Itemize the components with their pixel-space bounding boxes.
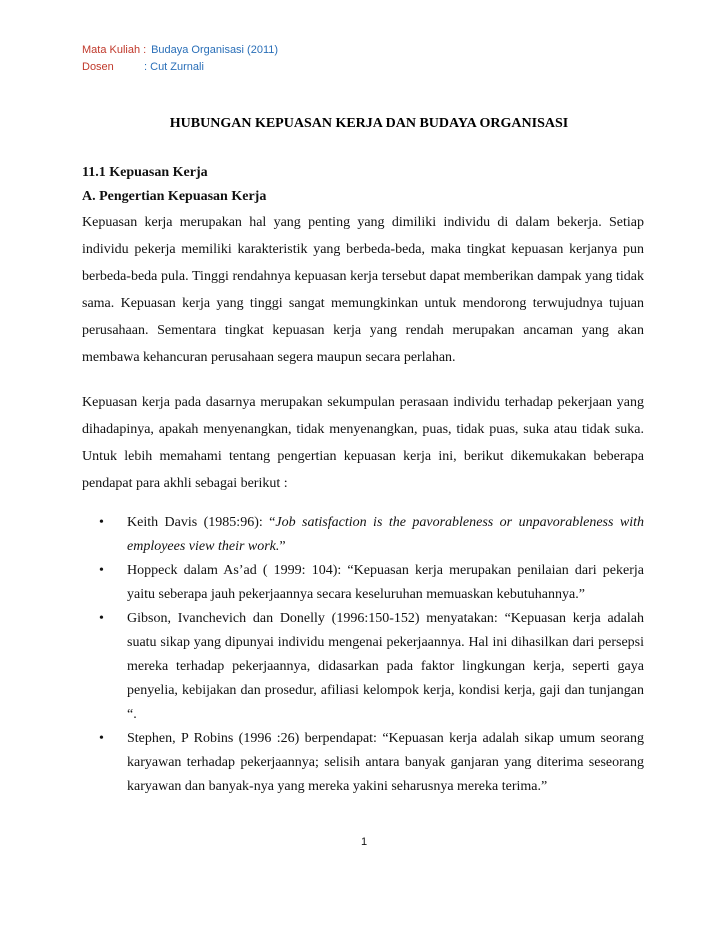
document-title: HUBUNGAN KEPUASAN KERJA DAN BUDAYA ORGANISASI <box>169 116 569 131</box>
bullet-icon: • <box>99 563 104 578</box>
quote-author: Keith Davis (1985:96): “ <box>127 515 276 530</box>
subsection-heading: A. Pengertian Kepuasan Kerja <box>82 189 267 204</box>
quote-author: Gibson, Ivanchevich dan Donelly (1996:150-152) menyatakan: <box>127 611 505 626</box>
paragraph-1: Kepuasan kerja merupakan hal yang penting yang dimiliki individu di dalam bekerja. Setiap individu pekerja memiliki karakteristik yang berbeda-beda, maka tingkat kepuasan kerjanya pun berbeda-beda pula. Tinggi rendahnya kepuasan kerja tersebut dapat memberikan dampak yang tidak sama. Kepuasan kerja yang tinggi sangat memungkinkan untuk mendorong terwujudnya tujuan perusahaan. Sementara tingkat kepuasan kerja yang rendah merupakan ancaman yang akan membawa kehancuran perusahaan segera maupun secara perlahan. <box>82 215 644 365</box>
quote-list <box>82 511 644 799</box>
quote-closing: ” <box>279 539 286 554</box>
lecturer-separator: : <box>144 61 148 73</box>
quote-text: “Kepuasan kerja merupakan penilaian dari pekerja yaitu seberapa jauh pekerjaannya secara keseluruhan memuaskan kebutuhannya.” <box>127 563 645 602</box>
section-heading: 11.1 Kepuasan Kerja <box>82 165 208 180</box>
course-row <box>82 42 278 59</box>
quote-text: Job satisfaction is the pavorableness or unpavorableness with employees view their work. <box>127 515 644 554</box>
paragraph-2: Kepuasan kerja pada dasarnya merupakan sekumpulan perasaan individu terhadap pekerjaan yang dihadapinya, apakah menyenangkan, tidak menyenangkan, puas, tidak puas, suka atau tidak suka. Untuk lebih memahami tentang pengertian kepuasan kerja ini, berikut dikemukakan beberapa pendapat para akhli sebagai berikut : <box>82 395 644 491</box>
document-body <box>82 161 644 799</box>
bullet-icon: • <box>99 611 104 626</box>
lecturer-row <box>82 59 278 76</box>
quote-author: Stephen, P Robins (1996 :26) berpendapat: <box>127 731 383 746</box>
lecturer-value: Cut Zurnali <box>150 61 204 73</box>
course-value: Budaya Organisasi (2011) <box>151 44 279 56</box>
bullet-icon: • <box>99 731 104 746</box>
quote-text: “Kepuasan kerja adalah suatu sikap yang dipunyai individu mengenai pekerjaannya. Hal ini dihasilkan dari persepsi mereka terhadap pekerjaannya, didasarkan pada faktor lingkungan kerja, seperti gaya penyelia, kebijakan dan prosedur, afiliasi kelompok kerja, kondisi kerja, gaji dan tunjangan “. <box>127 611 644 722</box>
list-item <box>82 511 644 559</box>
page-number: 1 <box>360 836 368 848</box>
list-item <box>82 607 644 727</box>
bullet-icon: • <box>99 515 104 530</box>
list-item <box>82 559 644 607</box>
list-item <box>82 727 644 799</box>
course-label: Mata Kuliah : <box>82 44 147 56</box>
quote-text: “Kepuasan kerja adalah sikap umum seorang karyawan terhadap pekerjaannya; selisih antara banyak ganjaran yang diterima seseorang karyawan dan banyak-nya yang mereka yakini seharusnya mereka terima.” <box>127 731 645 794</box>
page-header <box>82 42 278 76</box>
quote-author: Hoppeck dalam As’ad ( 1999: 104): <box>127 563 348 578</box>
lecturer-label: Dosen <box>82 61 114 73</box>
